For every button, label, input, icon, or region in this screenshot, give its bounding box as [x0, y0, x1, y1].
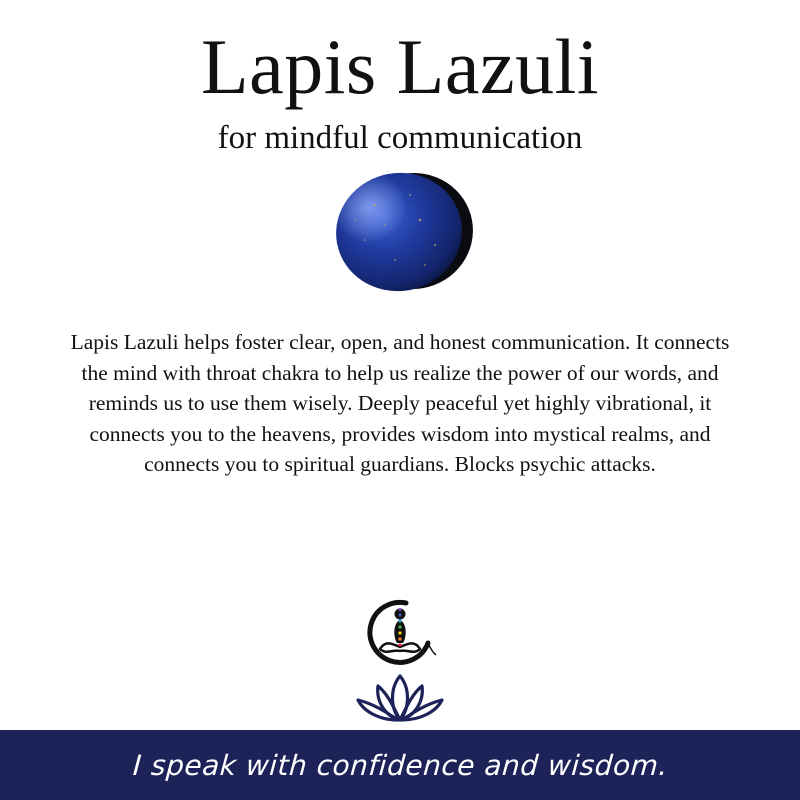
page-subtitle: for mindful communication: [217, 120, 583, 156]
lotus-icon: [352, 672, 448, 724]
stone-description: Lapis Lazuli helps foster clear, open, and honest communication. It connects the mind with throat chakra to help us realize the power of our words, and reminds us to use them wisely. Deeply peaceful yet highly vibrational, it connects you to the heavens, provides wisdom into mystical realms, and connects you to spiritual guardians. Blocks psychic attacks.: [70, 330, 730, 476]
lapis-stone-image: [325, 165, 475, 300]
affirmation-banner: [0, 730, 800, 800]
meditation-chakra-icon: [360, 597, 440, 667]
affirmation-text: I speak with confidence and wisdom.: [131, 748, 669, 782]
page-title: Lapis Lazuli: [200, 23, 600, 110]
